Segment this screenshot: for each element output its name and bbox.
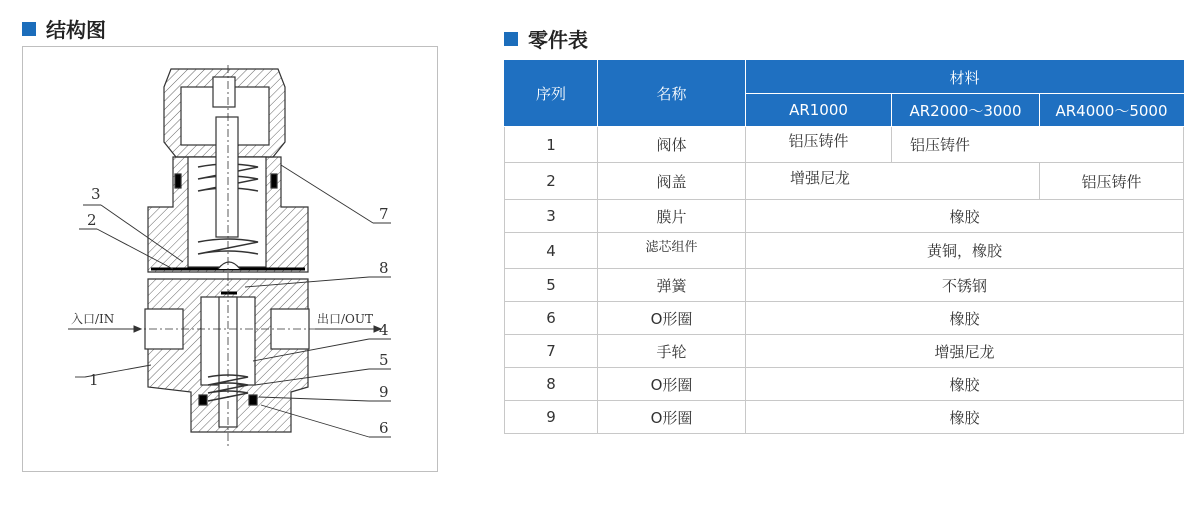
row-no: 2 xyxy=(505,163,598,200)
table-row xyxy=(505,233,1184,269)
row-no: 3 xyxy=(505,200,598,233)
table-row xyxy=(505,302,1184,335)
row-material-all: 橡胶 xyxy=(746,302,1184,335)
callout-6: 6 xyxy=(379,419,389,437)
square-bullet-icon xyxy=(22,22,36,36)
row-material-ar1000-3000: 增强尼龙 xyxy=(746,163,1040,200)
row-material-ar2000-5000: 铝压铸件 xyxy=(892,127,1184,163)
row-name: 阀盖 xyxy=(598,163,746,200)
structure-section-title xyxy=(22,14,106,43)
inlet-label: 入口/IN xyxy=(71,312,115,326)
header-ar1000: AR1000 xyxy=(746,94,892,127)
callout-4: 4 xyxy=(379,321,389,339)
table-row xyxy=(505,127,1184,163)
parts-table xyxy=(504,60,1184,434)
callout-9: 9 xyxy=(379,383,389,401)
row-no: 4 xyxy=(505,233,598,269)
row-no: 1 xyxy=(505,127,598,163)
header-material: 材料 xyxy=(746,61,1184,94)
header-ar4000: AR4000～5000 xyxy=(1040,94,1184,127)
row-name: 弹簧 xyxy=(598,269,746,302)
row-material-all: 橡胶 xyxy=(746,368,1184,401)
structure-title-text: 结构图 xyxy=(46,18,106,42)
header-ar2000: AR2000～3000 xyxy=(892,94,1040,127)
row-name: 手轮 xyxy=(598,335,746,368)
row-material-all: 橡胶 xyxy=(746,401,1184,434)
row-material-ar4000: 铝压铸件 xyxy=(1040,163,1184,200)
table-row xyxy=(505,200,1184,233)
row-no: 9 xyxy=(505,401,598,434)
table-row xyxy=(505,269,1184,302)
structure-diagram xyxy=(22,46,438,472)
row-material-all: 不锈钢 xyxy=(746,269,1184,302)
regulator-cross-section xyxy=(23,47,439,473)
row-name: 膜片 xyxy=(598,200,746,233)
callout-1: 1 xyxy=(89,371,99,389)
row-name: 滤芯组件 xyxy=(598,233,746,269)
header-name: 名称 xyxy=(598,61,746,127)
table-row xyxy=(505,163,1184,200)
parts-title-text: 零件表 xyxy=(528,28,588,52)
callout-5: 5 xyxy=(379,351,389,369)
header-seq: 序列 xyxy=(505,61,598,127)
row-material-all: 橡胶 xyxy=(746,200,1184,233)
row-material-ar1000: 铝压铸件 xyxy=(746,127,892,163)
row-no: 7 xyxy=(505,335,598,368)
row-name: O形圈 xyxy=(598,401,746,434)
row-name: O形圈 xyxy=(598,368,746,401)
callout-2: 2 xyxy=(87,211,97,229)
parts-section-title xyxy=(504,24,588,53)
callout-7: 7 xyxy=(379,205,389,223)
row-name: 阀体 xyxy=(598,127,746,163)
callout-8: 8 xyxy=(379,259,389,277)
table-row xyxy=(505,335,1184,368)
row-material-all: 黄铜，橡胶 xyxy=(746,233,1184,269)
callout-3: 3 xyxy=(91,185,101,203)
row-no: 8 xyxy=(505,368,598,401)
row-no: 6 xyxy=(505,302,598,335)
row-material-all: 增强尼龙 xyxy=(746,335,1184,368)
square-bullet-icon xyxy=(504,32,518,46)
row-no: 5 xyxy=(505,269,598,302)
row-name: O形圈 xyxy=(598,302,746,335)
outlet-label: 出口/OUT xyxy=(317,312,373,326)
table-row xyxy=(505,401,1184,434)
table-row xyxy=(505,368,1184,401)
